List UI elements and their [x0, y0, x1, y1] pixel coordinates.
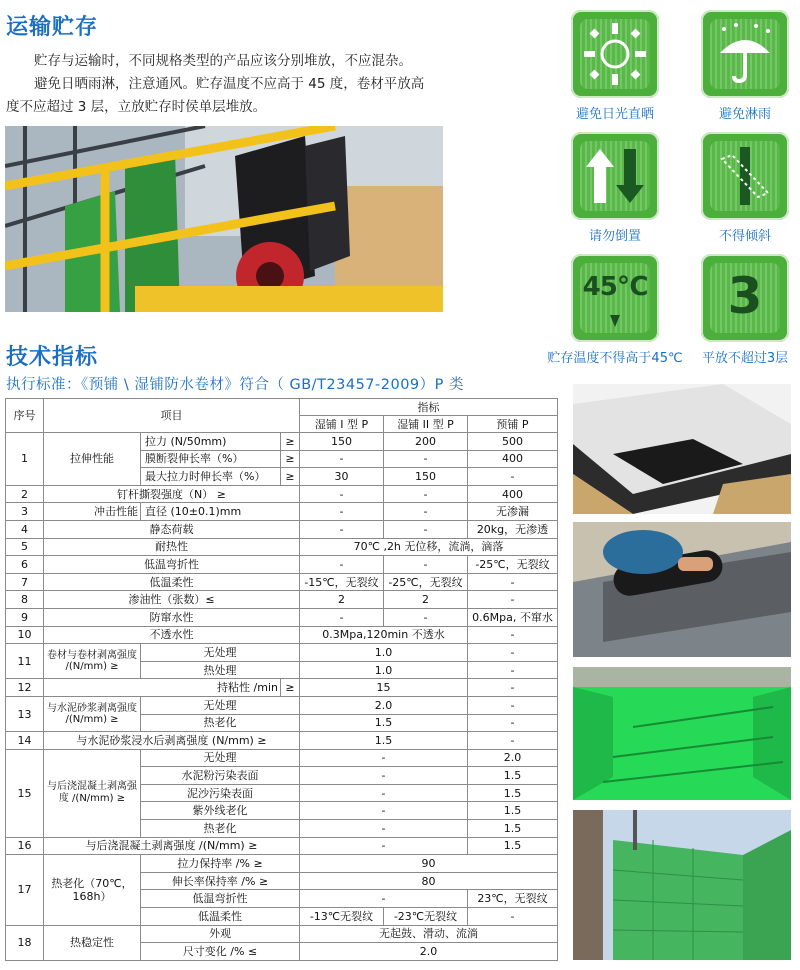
- table-row: [6, 433, 558, 451]
- cell: 1.5: [468, 837, 558, 855]
- cell: -: [300, 802, 468, 820]
- cell: 1.5: [468, 767, 558, 785]
- row-item: 紫外线老化: [141, 802, 300, 820]
- cell: -: [300, 837, 468, 855]
- row-number: 7: [6, 573, 44, 591]
- storage-text: [6, 50, 446, 119]
- row-item: 外观: [141, 925, 300, 943]
- cell: 1.5: [300, 714, 468, 732]
- row-group: 卷材与卷材剥离强度 /(N/mm) ≥: [44, 644, 141, 679]
- row-number: 15: [6, 749, 44, 837]
- cell: -: [384, 520, 468, 538]
- row-item: 低温柔性: [44, 573, 300, 591]
- cell: -: [468, 679, 558, 697]
- cell: 2: [384, 591, 468, 609]
- thermometer-icon: [580, 263, 650, 333]
- storage-paragraph-1: 贮存与运输时，不同规格类型的产品应该分别堆放，不应混杂。: [34, 53, 412, 69]
- cell: 15: [300, 679, 468, 697]
- table-row: [6, 855, 558, 873]
- cell: 2.0: [468, 749, 558, 767]
- row-item: 拉力保持率 /% ≥: [141, 855, 300, 873]
- cell: -: [300, 820, 468, 838]
- row-item: 尺寸变化 /% ≤: [141, 943, 300, 961]
- cell: -25℃，无裂纹: [468, 556, 558, 574]
- row-group: 拉伸性能: [44, 433, 141, 486]
- row-item: 无处理: [141, 696, 300, 714]
- row-number: 3: [6, 503, 44, 521]
- storage-icon-temp: [571, 254, 659, 342]
- row-number: 11: [6, 644, 44, 679]
- row-item: 最大拉力时伸长率（%）: [141, 468, 281, 486]
- umbrella-icon: [710, 19, 780, 89]
- cell: 500: [468, 433, 558, 451]
- row-number: 1: [6, 433, 44, 486]
- cell: 2.0: [300, 696, 468, 714]
- row-item: 无处理: [141, 749, 300, 767]
- tech-standard: 执行标准：《预铺 \ 湿铺防水卷材》符合（ GB/T23457-2009）P 类: [6, 377, 465, 393]
- row-item: 耐热性: [44, 538, 300, 556]
- row-item: 不透水性: [44, 626, 300, 644]
- row-item: 低温弯折性: [141, 890, 300, 908]
- cell: -13℃无裂纹: [300, 908, 384, 926]
- icon-label-temp: 贮存温度不得高于45℃: [547, 351, 683, 366]
- cell: 70℃ ,2h 无位移，流淌，滴落: [300, 538, 558, 556]
- cell: 0.6Mpa, 不窜水: [468, 608, 558, 626]
- row-number: 2: [6, 485, 44, 503]
- table-row: [6, 591, 558, 609]
- row-operator: ≥: [281, 468, 300, 486]
- cell: 30: [300, 468, 384, 486]
- row-group: 热老化（70℃，168h）: [44, 855, 141, 925]
- row-group: 与后浇混凝土剥离强度 /(N/mm) ≥: [44, 749, 141, 837]
- table-row: [6, 485, 558, 503]
- row-number: 10: [6, 626, 44, 644]
- row-item: 直径 (10±0.1)mm: [141, 503, 300, 521]
- row-item: 低温柔性: [141, 908, 300, 926]
- row-item: 无处理: [141, 644, 300, 662]
- row-number: 16: [6, 837, 44, 855]
- row-item: 水泥粉污染表面: [141, 767, 300, 785]
- warehouse-photo: [5, 126, 443, 312]
- stack-glyph: 3: [727, 267, 763, 325]
- storage-icon-stack: [701, 254, 789, 342]
- storage-paragraph-2a: 避免日晒雨淋，注意通风。贮存温度不应高于 45 度，卷材平放高: [34, 76, 425, 92]
- green-membrane-pit-photo: [573, 667, 791, 800]
- cell: 150: [300, 433, 384, 451]
- header-item: 项目: [44, 399, 300, 433]
- icon-label-sun: 避免日光直晒: [575, 107, 654, 122]
- row-group: 与水泥砂浆剥离强度 /(N/mm) ≥: [44, 696, 141, 731]
- cell: -: [384, 485, 468, 503]
- cell: 400: [468, 450, 558, 468]
- cell: -: [384, 608, 468, 626]
- header-col-1: 湿铺 I 型 P: [300, 416, 384, 433]
- cell: -: [384, 503, 468, 521]
- cell: -: [468, 696, 558, 714]
- icon-label-stack: 平放不超过3层: [701, 351, 789, 366]
- table-row: [6, 573, 558, 591]
- cell: 无起鼓、滑动、流淌: [300, 925, 558, 943]
- row-item: 静态荷载: [44, 520, 300, 538]
- header-index: 指标: [300, 399, 558, 416]
- row-group: 热稳定性: [44, 925, 141, 960]
- temp-glyph: 45℃: [582, 272, 648, 302]
- header-col-3: 预铺 P: [468, 416, 558, 433]
- table-row: [6, 608, 558, 626]
- sun-icon: [580, 19, 650, 89]
- cell: -: [384, 556, 468, 574]
- row-operator: ≥: [281, 433, 300, 451]
- row-number: 13: [6, 696, 44, 731]
- cell: -: [300, 608, 384, 626]
- cell: 1.5: [300, 732, 468, 750]
- table-row: [6, 925, 558, 943]
- cell: -: [468, 714, 558, 732]
- table-row: [6, 679, 558, 697]
- table-row: [6, 503, 558, 521]
- cell: -: [384, 450, 468, 468]
- row-number: 4: [6, 520, 44, 538]
- cell: 1.5: [468, 784, 558, 802]
- table-row: [6, 696, 558, 714]
- storage-icon-arrows: [571, 132, 659, 220]
- cell: -: [300, 749, 468, 767]
- cell: 0.3Mpa,120min 不透水: [300, 626, 468, 644]
- cell: -15℃，无裂纹: [300, 573, 384, 591]
- row-number: 14: [6, 732, 44, 750]
- storage-icon-sun: [571, 10, 659, 98]
- cell: -: [468, 644, 558, 662]
- row-number: 18: [6, 925, 44, 960]
- cell: 1.5: [468, 802, 558, 820]
- row-item: 热老化: [141, 820, 300, 838]
- table-row: [6, 626, 558, 644]
- row-number: 17: [6, 855, 44, 925]
- cell: -: [468, 732, 558, 750]
- cell: 2: [300, 591, 384, 609]
- row-item: 伸长率保持率 /% ≥: [141, 872, 300, 890]
- storage-icon-umbrella: [701, 10, 789, 98]
- row-number: 6: [6, 556, 44, 574]
- tech-title: 技术指标: [6, 344, 99, 370]
- icon-label-umbrella: 避免淋雨: [718, 107, 771, 122]
- table-row: [6, 837, 558, 855]
- storage-icon-no-tilt: [701, 132, 789, 220]
- row-number: 9: [6, 608, 44, 626]
- row-operator: ≥: [281, 679, 300, 697]
- cell: 1.5: [468, 820, 558, 838]
- cell: 1.0: [300, 661, 468, 679]
- row-operator: ≥: [281, 450, 300, 468]
- row-number: 8: [6, 591, 44, 609]
- icon-label-arrows: 请勿倒置: [588, 229, 641, 244]
- cell: -: [468, 573, 558, 591]
- row-item: 与后浇混凝土剥离强度 /(N/mm) ≥: [44, 837, 300, 855]
- row-item: 拉力 (N/50mm): [141, 433, 281, 451]
- header-col-2: 湿铺 II 型 P: [384, 416, 468, 433]
- cell: -: [468, 661, 558, 679]
- cell: 80: [300, 872, 558, 890]
- row-item: 防窜水性: [44, 608, 300, 626]
- cell: 200: [384, 433, 468, 451]
- membrane-layers-photo: [573, 384, 791, 514]
- cell: -: [300, 890, 468, 908]
- row-group: 冲击性能: [44, 503, 141, 521]
- row-item: 泥沙污染表面: [141, 784, 300, 802]
- header-no: 序号: [6, 399, 44, 433]
- cell: -: [300, 485, 384, 503]
- row-number: 12: [6, 679, 44, 697]
- row-item: 钉杆撕裂强度（N） ≥: [44, 485, 300, 503]
- spec-table: [5, 398, 558, 961]
- cell: 90: [300, 855, 558, 873]
- table-row: [6, 538, 558, 556]
- table-row: [6, 749, 558, 767]
- icon-label-no-tilt: 不得倾斜: [718, 229, 771, 244]
- row-item: 热处理: [141, 661, 300, 679]
- membrane-laying-photo: [573, 522, 791, 657]
- cell: -: [468, 591, 558, 609]
- cell: -: [300, 556, 384, 574]
- building-wall-photo: [573, 810, 791, 960]
- cell: -23℃无裂纹: [384, 908, 468, 926]
- cell: 无渗漏: [468, 503, 558, 521]
- storage-title: 运输贮存: [6, 14, 99, 40]
- cell: -: [300, 767, 468, 785]
- cell: -: [468, 626, 558, 644]
- cell: -: [300, 503, 384, 521]
- table-row: [6, 644, 558, 662]
- row-item: 持粘性 /min: [44, 679, 281, 697]
- cell: 1.0: [300, 644, 468, 662]
- row-item: 膜断裂伸长率（%）: [141, 450, 281, 468]
- storage-paragraph-2b: 度不应超过 3 层，立放贮存时侯单层堆放。: [6, 99, 267, 115]
- cell: -: [468, 468, 558, 486]
- cell: -: [300, 784, 468, 802]
- table-row: [6, 556, 558, 574]
- no-tilt-icon: [710, 141, 780, 211]
- cell: 23℃，无裂纹: [468, 890, 558, 908]
- cell: 20kg，无渗透: [468, 520, 558, 538]
- row-number: 5: [6, 538, 44, 556]
- cell: 400: [468, 485, 558, 503]
- cell: -: [468, 908, 558, 926]
- cell: 2.0: [300, 943, 558, 961]
- cell: -: [300, 450, 384, 468]
- table-header-row-1: [6, 399, 558, 416]
- row-item: 热老化: [141, 714, 300, 732]
- row-item: 与水泥砂浆浸水后剥离强度 (N/mm) ≥: [44, 732, 300, 750]
- table-row: [6, 520, 558, 538]
- table-row: [6, 732, 558, 750]
- storage-icons: [547, 10, 797, 366]
- row-item: 渗油性（张数）≤: [44, 591, 300, 609]
- cell: -25℃，无裂纹: [384, 573, 468, 591]
- cell: -: [300, 520, 384, 538]
- row-item: 低温弯折性: [44, 556, 300, 574]
- up-down-arrows-icon: [580, 141, 650, 211]
- cell: 150: [384, 468, 468, 486]
